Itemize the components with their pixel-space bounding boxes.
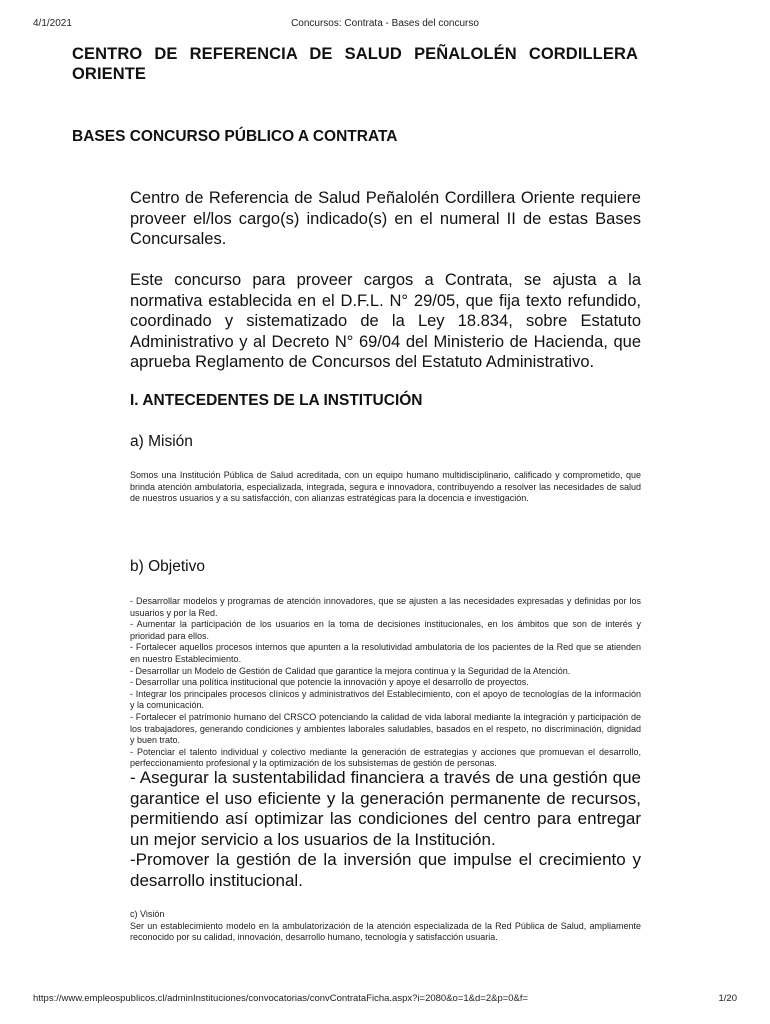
list-item: - Fortalecer el patrimonio humano del CRSCO potenciando la calidad de vida laboral mediante la integración y participación de los trabajadores, generando condiciones y ambientes laborales saludables, basados en el respeto, no discriminación, dignidad y buen trato. bbox=[130, 711, 641, 746]
list-item: - Asegurar la sustentabilidad financiera a través de una gestión que garantice el uso eficiente y la generación permanente de recursos, permitiendo así optimizar las condiciones del centro para entregar un mejor servicio a los usuarios de la Institución. bbox=[130, 768, 641, 849]
objetivo-list-large bbox=[130, 768, 641, 891]
institution-title: CENTRO DE REFERENCIA DE SALUD PEÑALOLÉN CORDILLERA ORIENTE bbox=[72, 45, 638, 83]
list-item: - Potenciar el talento individual y colectivo mediante la generación de estrategias y acciones que promuevan el desarrollo, perfeccionamiento profesional y la optimización de los subsistemas de gestión de personas. bbox=[130, 746, 641, 769]
section-heading-antecedentes: I. ANTECEDENTES DE LA INSTITUCIÓN bbox=[130, 392, 423, 409]
list-item: - Desarrollar una política institucional que potencie la innovación y apoye el desarrollo de proyectos. bbox=[130, 677, 529, 688]
mision-heading: a) Misión bbox=[130, 433, 193, 450]
print-footer bbox=[0, 990, 770, 1010]
intro-paragraph: Centro de Referencia de Salud Peñalolén Cordillera Oriente requiere proveer el/los cargo(s) indicado(s) en el numeral II de estas Bases Concursales. bbox=[130, 189, 641, 248]
list-item: - Fortalecer aquellos procesos internos que apunten a la resolutividad ambulatoria de los pacientes de la Red que se atienden en nuestro Establecimiento. bbox=[130, 642, 641, 664]
print-header bbox=[0, 0, 770, 34]
normativa-paragraph: Este concurso para proveer cargos a Contrata, se ajusta a la normativa establecida en el D.F.L. N° 29/05, que fija texto refundido, coordinado y sistematizado de la Ley 18.834, sobre Estatuto Administrativo y al Decreto N° 69/04 del Ministerio de Hacienda, que aprueba Reglamento de Concursos del Estatuto Administrativo. bbox=[130, 271, 641, 371]
list-item: - Desarrollar modelos y programas de atención innovadores, que se ajusten a las necesidades expresadas y definidas por los usuarios y por la Red. bbox=[130, 596, 641, 618]
objetivo-list bbox=[130, 596, 641, 770]
page-number: 1/20 bbox=[718, 993, 737, 1004]
vision-section bbox=[130, 909, 641, 944]
document-title: BASES CONCURSO PÚBLICO A CONTRATA bbox=[72, 128, 398, 145]
mision-text: Somos una Institución Pública de Salud acreditada, con un equipo humano multidisciplinario, calificado y comprometido, que brinda atención ambulatoria, especializada, integrada, segura e innovadora, contribuyendo a resolver las necesidades de salud de nuestros usuarios y a su satisfacción, con alianzas estratégicas para la docencia e investigación. bbox=[130, 470, 641, 504]
objetivo-heading: b) Objetivo bbox=[130, 558, 205, 575]
list-item: - Integrar los principales procesos clínicos y administrativos del Establecimiento, con el apoyo de tecnologías de la información y la comunicación. bbox=[130, 688, 641, 711]
vision-text: Ser un establecimiento modelo en la ambulatorización de la atención especializada de la Red Pública de Salud, ampliamente reconocido por su calidad, innovación, desarrollo humano, tecnología y satisfacción usuaria. bbox=[130, 920, 641, 943]
page-url: https://www.empleospublicos.cl/adminInstituciones/convocatorias/convContrataFicha.aspx?i=2080&o=1&d=2&p=0&f= bbox=[33, 993, 529, 1004]
list-item: - Aumentar la participación de los usuarios en la toma de decisiones institucionales, en los ámbitos que son de interés y prioridad para ellos. bbox=[130, 619, 641, 641]
list-item: - Desarrollar un Modelo de Gestión de Calidad que garantice la mejora continua y la Seguridad de la Atención. bbox=[130, 665, 571, 676]
print-date: 4/1/2021 bbox=[33, 18, 72, 29]
vision-heading: c) Visión bbox=[130, 909, 165, 919]
print-page-title: Concursos: Contrata - Bases del concurso bbox=[291, 18, 479, 29]
list-item: -Promover la gestión de la inversión que impulse el crecimiento y desarrollo institucional. bbox=[130, 850, 641, 890]
